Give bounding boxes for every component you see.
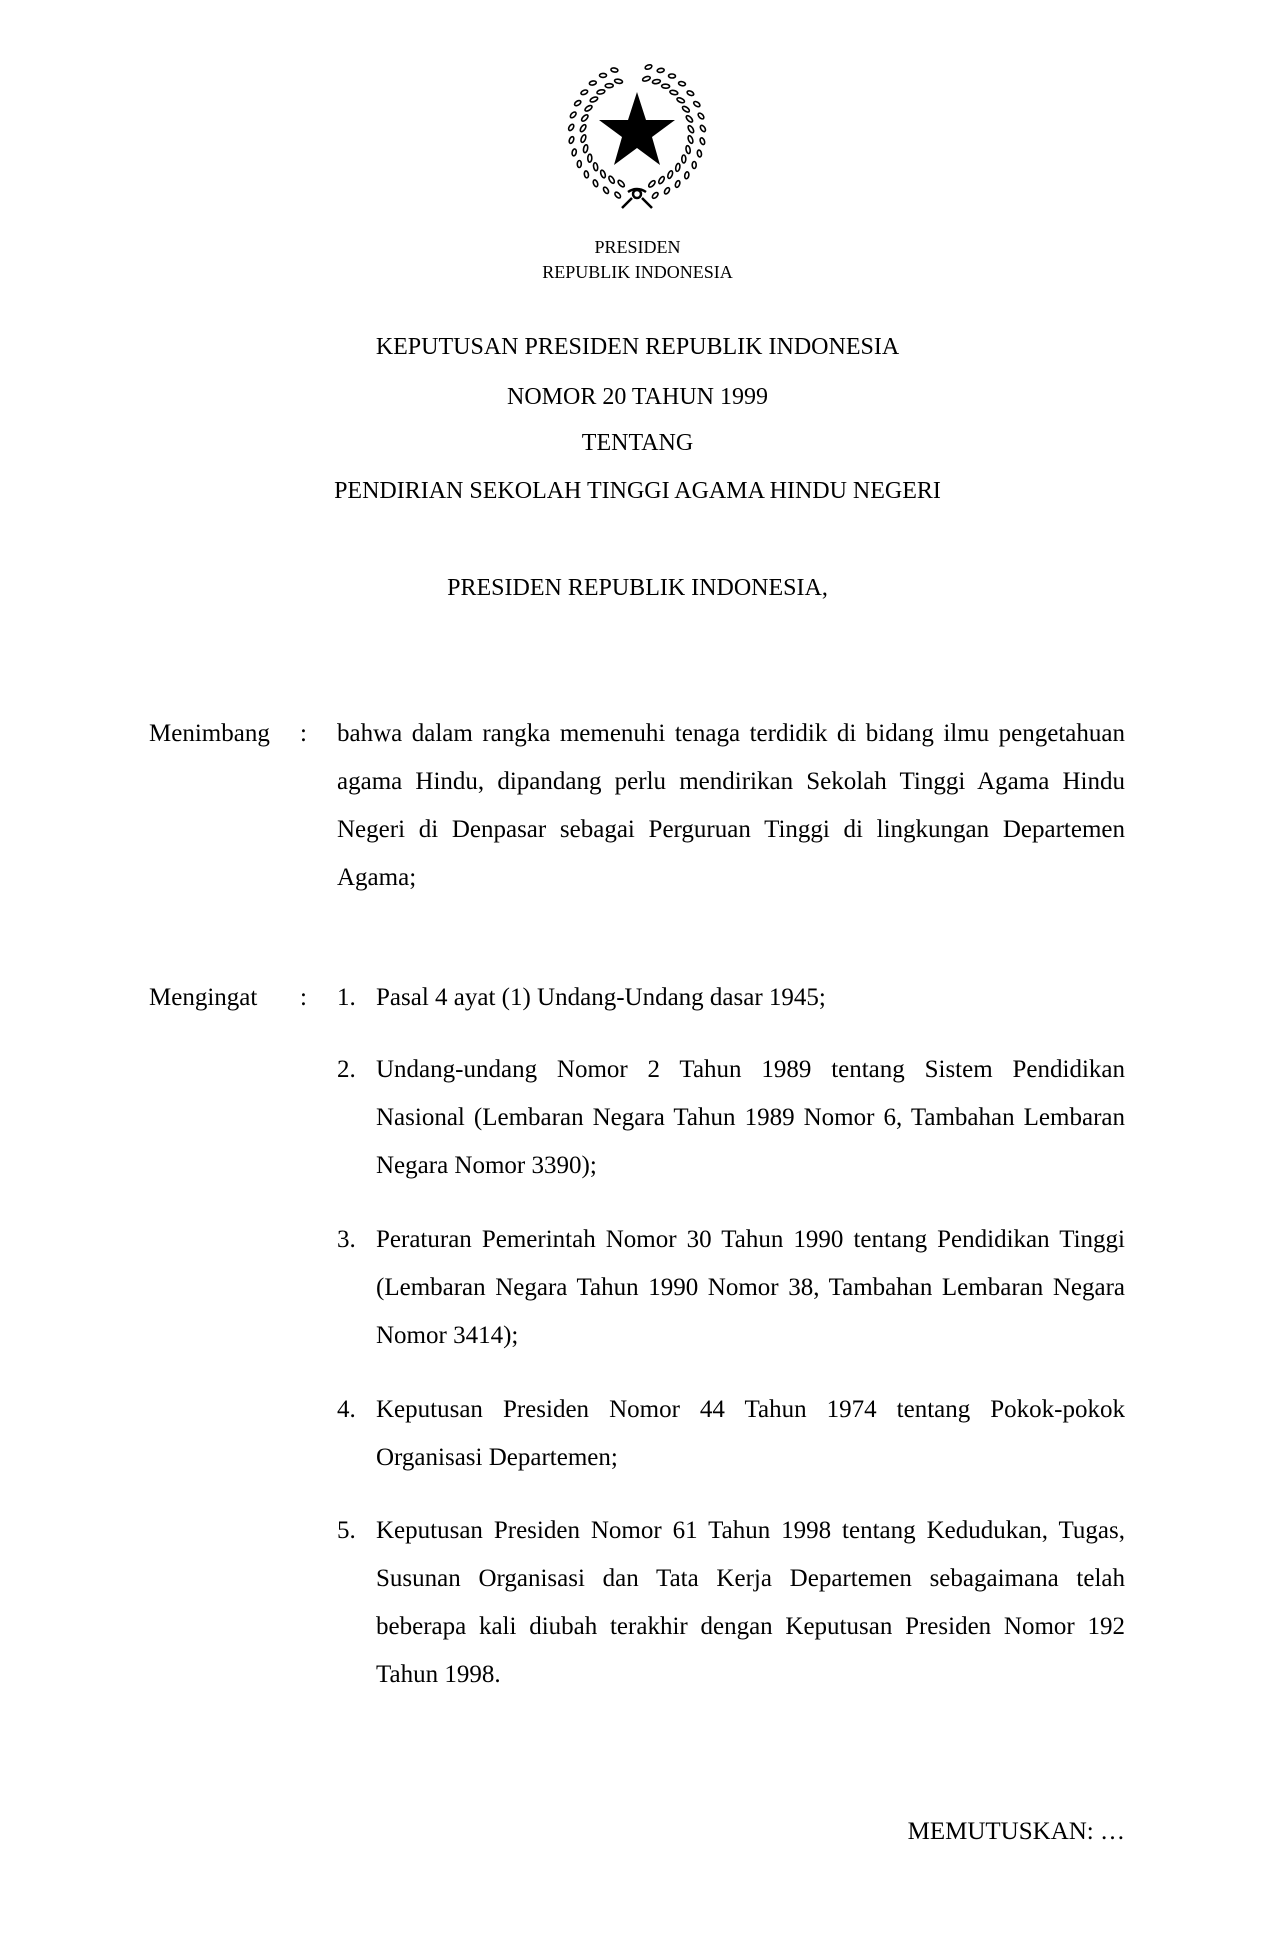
- wreath-leaf: [605, 84, 613, 88]
- decree-subject: PENDIRIAN SEKOLAH TINGGI AGAMA HINDU NEGERI: [334, 478, 941, 504]
- wreath-leaf: [652, 79, 661, 84]
- wreath-leaf: [682, 155, 686, 163]
- wreath-leaf: [568, 136, 574, 144]
- letterhead-president: PRESIDEN: [594, 237, 681, 257]
- item-text: Pasal 4 ayat (1) Undang-Undang dasar 1945;: [376, 984, 826, 1011]
- list-item: [337, 1046, 1125, 1190]
- wreath-leaf: [584, 171, 589, 179]
- wreath-leaf: [697, 112, 705, 120]
- decree-number: NOMOR 20 TAHUN 1999: [507, 384, 768, 410]
- wreath-leaf: [687, 125, 695, 134]
- wreath-leaf: [668, 74, 675, 78]
- wreath-leaf: [569, 111, 577, 119]
- wreath-leaf: [686, 90, 694, 97]
- item-text: Undang-undang Nomor 2 Tahun 1989 tentang Sistem Pendidikan Nasional (Lembaran Negara Tahun 1989 Nomor 6, Tambahan Lembaran Negara Nomor 3390);: [376, 1056, 1125, 1179]
- mengingat-colon: :: [300, 984, 307, 1011]
- wreath-leaf: [651, 191, 659, 199]
- letterhead-republic: REPUBLIK INDONESIA: [542, 262, 733, 282]
- item-text: Keputusan Presiden Nomor 61 Tahun 1998 tentang Kedudukan, Tugas, Susunan Organisasi dan Tata Kerja Departemen sebagaimana telah beberapa kali diubah terakhir dengan Keputusan Presiden Nomor 192 Tahun 1998.: [376, 1517, 1125, 1688]
- wreath-leaf: [658, 176, 666, 185]
- item-text: Peraturan Pemerintah Nomor 30 Tahun 1990 tentang Pendidikan Tinggi (Lembaran Negara Tahun 1990 Nomor 38, Tambahan Lembaran Negara Nomor 3414);: [376, 1226, 1125, 1349]
- wreath-leaf: [675, 163, 680, 172]
- wreath-leaf: [577, 160, 581, 167]
- wreath-leaf: [669, 90, 678, 96]
- wreath-leaf: [676, 97, 685, 104]
- list-item: [337, 974, 1125, 1022]
- wreath-leaf: [662, 84, 670, 88]
- decree-title: KEPUTUSAN PRESIDEN REPUBLIK INDONESIA: [375, 334, 900, 360]
- wreath-leaf: [685, 145, 690, 154]
- wreath-leaf: [663, 187, 670, 195]
- wreath-leaf: [678, 81, 686, 86]
- continuation-memutuskan: MEMUTUSKAN: …: [907, 1818, 1125, 1845]
- wreath-leaf: [667, 170, 674, 179]
- wreath-leaf: [568, 123, 575, 131]
- wreath-leaf: [687, 135, 694, 144]
- wreath-leaf: [699, 137, 705, 145]
- wreath-leaf: [583, 144, 589, 153]
- decree-about: TENTANG: [581, 430, 694, 456]
- wreath-leaf: [699, 124, 706, 132]
- wreath-leaf: [599, 73, 606, 77]
- wreath-leaf: [593, 162, 598, 171]
- wreath-leaf: [645, 64, 653, 70]
- wreath-leaf: [693, 100, 701, 107]
- wreath-leaf: [608, 175, 616, 184]
- wreath-leaf: [681, 105, 690, 113]
- list-item: [337, 1216, 1125, 1360]
- wreath-leaf: [614, 79, 623, 84]
- wreath-leaf: [580, 134, 587, 143]
- wreath-leaf: [588, 154, 592, 162]
- wreath-leaf: [584, 104, 593, 112]
- wreath-leaf: [685, 115, 693, 124]
- wreath-leaf: [657, 68, 665, 73]
- wreath-leaf: [648, 180, 656, 189]
- wreath-leaf: [580, 89, 588, 95]
- list-item: [337, 1507, 1125, 1699]
- wreath-leaf: [602, 186, 609, 194]
- mengingat-label: Mengingat: [149, 984, 258, 1011]
- wreath-leaf: [592, 179, 598, 187]
- wreath-leaf: [617, 179, 625, 188]
- item-number: 5.: [337, 1517, 356, 1544]
- wreath-leaf: [597, 89, 606, 95]
- wreath-leaf: [684, 171, 689, 179]
- wreath-leaf: [692, 162, 696, 169]
- wreath-leaf: [574, 99, 582, 106]
- item-number: 4.: [337, 1396, 356, 1423]
- wreath-leaf: [589, 96, 598, 103]
- menimbang-label: Menimbang: [149, 720, 270, 747]
- wreath-leaf: [600, 170, 607, 179]
- item-text: Keputusan Presiden Nomor 44 Tahun 1974 tentang Pokok-pokok Organisasi Departemen;: [376, 1396, 1125, 1471]
- wreath-leaf: [589, 80, 597, 85]
- menimbang-colon: :: [300, 720, 307, 747]
- wreath-leaf: [611, 67, 619, 72]
- item-number: 1.: [337, 984, 356, 1011]
- wreath-leaf: [572, 149, 577, 157]
- preamble: PRESIDEN REPUBLIK INDONESIA,: [447, 575, 828, 601]
- wreath-leaf: [642, 76, 651, 82]
- wreath-leaf: [614, 191, 622, 199]
- wreath-leaf: [674, 180, 680, 188]
- presidential-emblem-icon: [562, 60, 712, 215]
- wreath-leaf: [581, 114, 589, 122]
- wreath-leaf: [697, 150, 702, 158]
- item-number: 3.: [337, 1226, 356, 1253]
- item-number: 2.: [337, 1056, 356, 1083]
- menimbang-text: bahwa dalam rangka memenuhi tenaga terdidik di bidang ilmu pengetahuan agama Hindu, dipandang perlu mendirikan Sekolah Tinggi Agama Hindu Negeri di Denpasar sebagai Perguruan Tinggi di lingkungan Departemen Agama;: [337, 720, 1125, 891]
- wreath-leaf: [579, 124, 587, 133]
- list-item: [337, 1386, 1125, 1482]
